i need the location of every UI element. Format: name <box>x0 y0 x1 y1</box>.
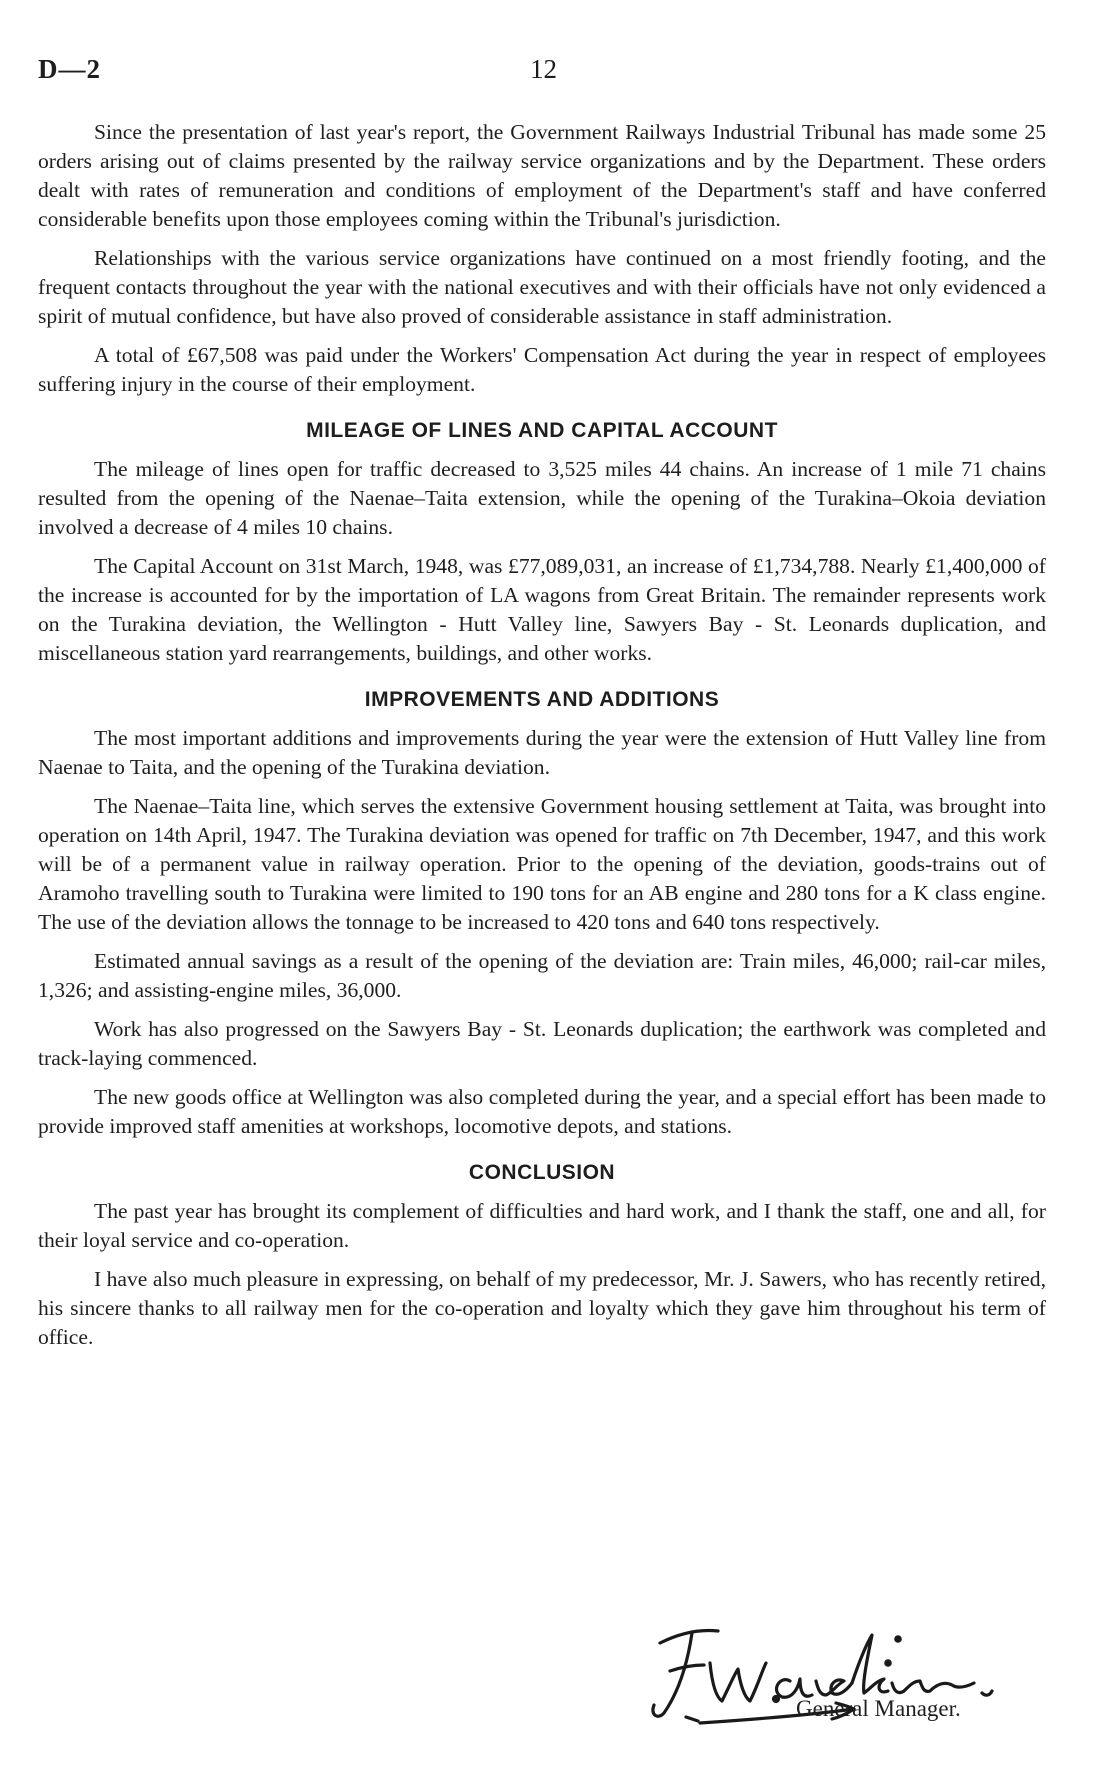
intro-paragraph: A total of £67,508 was paid under the Workers' Compensation Act during the year in respect of employees suffering injury in the course of their employment. <box>38 343 1046 396</box>
intro-paragraph: Relationships with the various service organizations have continued on a most friendly footing, and the frequent contacts throughout the year with the national executives and with their officials have not only evidenced a spirit of mutual confidence, but have also proved of considerable assistance in staff administration. <box>38 246 1046 328</box>
mileage-paragraph: The Capital Account on 31st March, 1948, was £77,089,031, an increase of £1,734,788. Nearly £1,400,000 of the increase is accounted for by the importation of LA wagons from Great Britain. The remainder represents work on the Turakina deviation, the Wellington - Hutt Valley line, Sawyers Bay - St. Leonards duplication, and miscellaneous station yard rearrangements, buildings, and other works. <box>38 554 1046 665</box>
conclusion-paragraph: I have also much pleasure in expressing, on behalf of my predecessor, Mr. J. Sawers, who has recently retired, his sincere thanks to all railway men for the co-operation and loyalty which they gave him throughout his term of office. <box>38 1267 1046 1349</box>
page-number: 12 <box>530 54 557 84</box>
intro-paragraph: Since the presentation of last year's report, the Government Railways Industrial Tribunal has made some 25 orders arising out of claims presented by the railway service organizations and by the Department. These orders dealt with rates of remuneration and conditions of employment of the Department's staff and have conferred considerable benefits upon those employees coming within the Tribunal's jurisdiction. <box>38 120 1046 231</box>
section-heading-improvements: IMPROVEMENTS AND ADDITIONS <box>364 688 720 711</box>
section-heading-conclusion: CONCLUSION <box>468 1161 616 1184</box>
signatory-title: General Manager. <box>796 1696 961 1721</box>
improvements-paragraph: The Naenae–Taita line, which serves the extensive Government housing settlement at Taita, was brought into operation on 14th April, 1947. The Turakina deviation was opened for traffic on 7th December, 1947, and this work will be of a permanent value in railway operation. Prior to the opening of the deviation, goods-trains out of Aramoho travelling south to Turakina were limited to 190 tons for an AB engine and 280 tons for a K class engine. The use of the deviation allows the tonnage to be increased to 420 tons and 640 tons respectively. <box>38 794 1046 934</box>
improvements-paragraph: The most important additions and improvements during the year were the extension of Hutt Valley line from Naenae to Taita, and the opening of the Turakina deviation. <box>38 726 1046 779</box>
mileage-paragraph: The mileage of lines open for traffic decreased to 3,525 miles 44 chains. An increase of 1 mile 71 chains resulted from the opening of the Naenae–Taita extension, while the opening of the Turakina–Okoia deviation involved a decrease of 4 miles 10 chains. <box>38 457 1046 539</box>
document-body <box>38 118 1046 1362</box>
conclusion-paragraph: The past year has brought its complement of difficulties and hard work, and I thank the staff, one and all, for their loyal service and co-operation. <box>38 1199 1046 1252</box>
improvements-paragraph: The new goods office at Wellington was also completed during the year, and a special effort has been made to provide improved staff amenities at workshops, locomotive depots, and stations. <box>38 1085 1046 1138</box>
document-reference: D—2 <box>38 54 101 84</box>
section-heading-mileage: MILEAGE OF LINES AND CAPITAL ACCOUNT <box>306 419 778 442</box>
improvements-paragraph: Estimated annual savings as a result of the opening of the deviation are: Train miles, 46,000; rail-car miles, 1,326; and assisting-engine miles, 36,000. <box>38 949 1046 1002</box>
improvements-paragraph: Work has also progressed on the Sawyers Bay - St. Leonards duplication; the earthwork was completed and track-laying commenced. <box>38 1017 1046 1070</box>
